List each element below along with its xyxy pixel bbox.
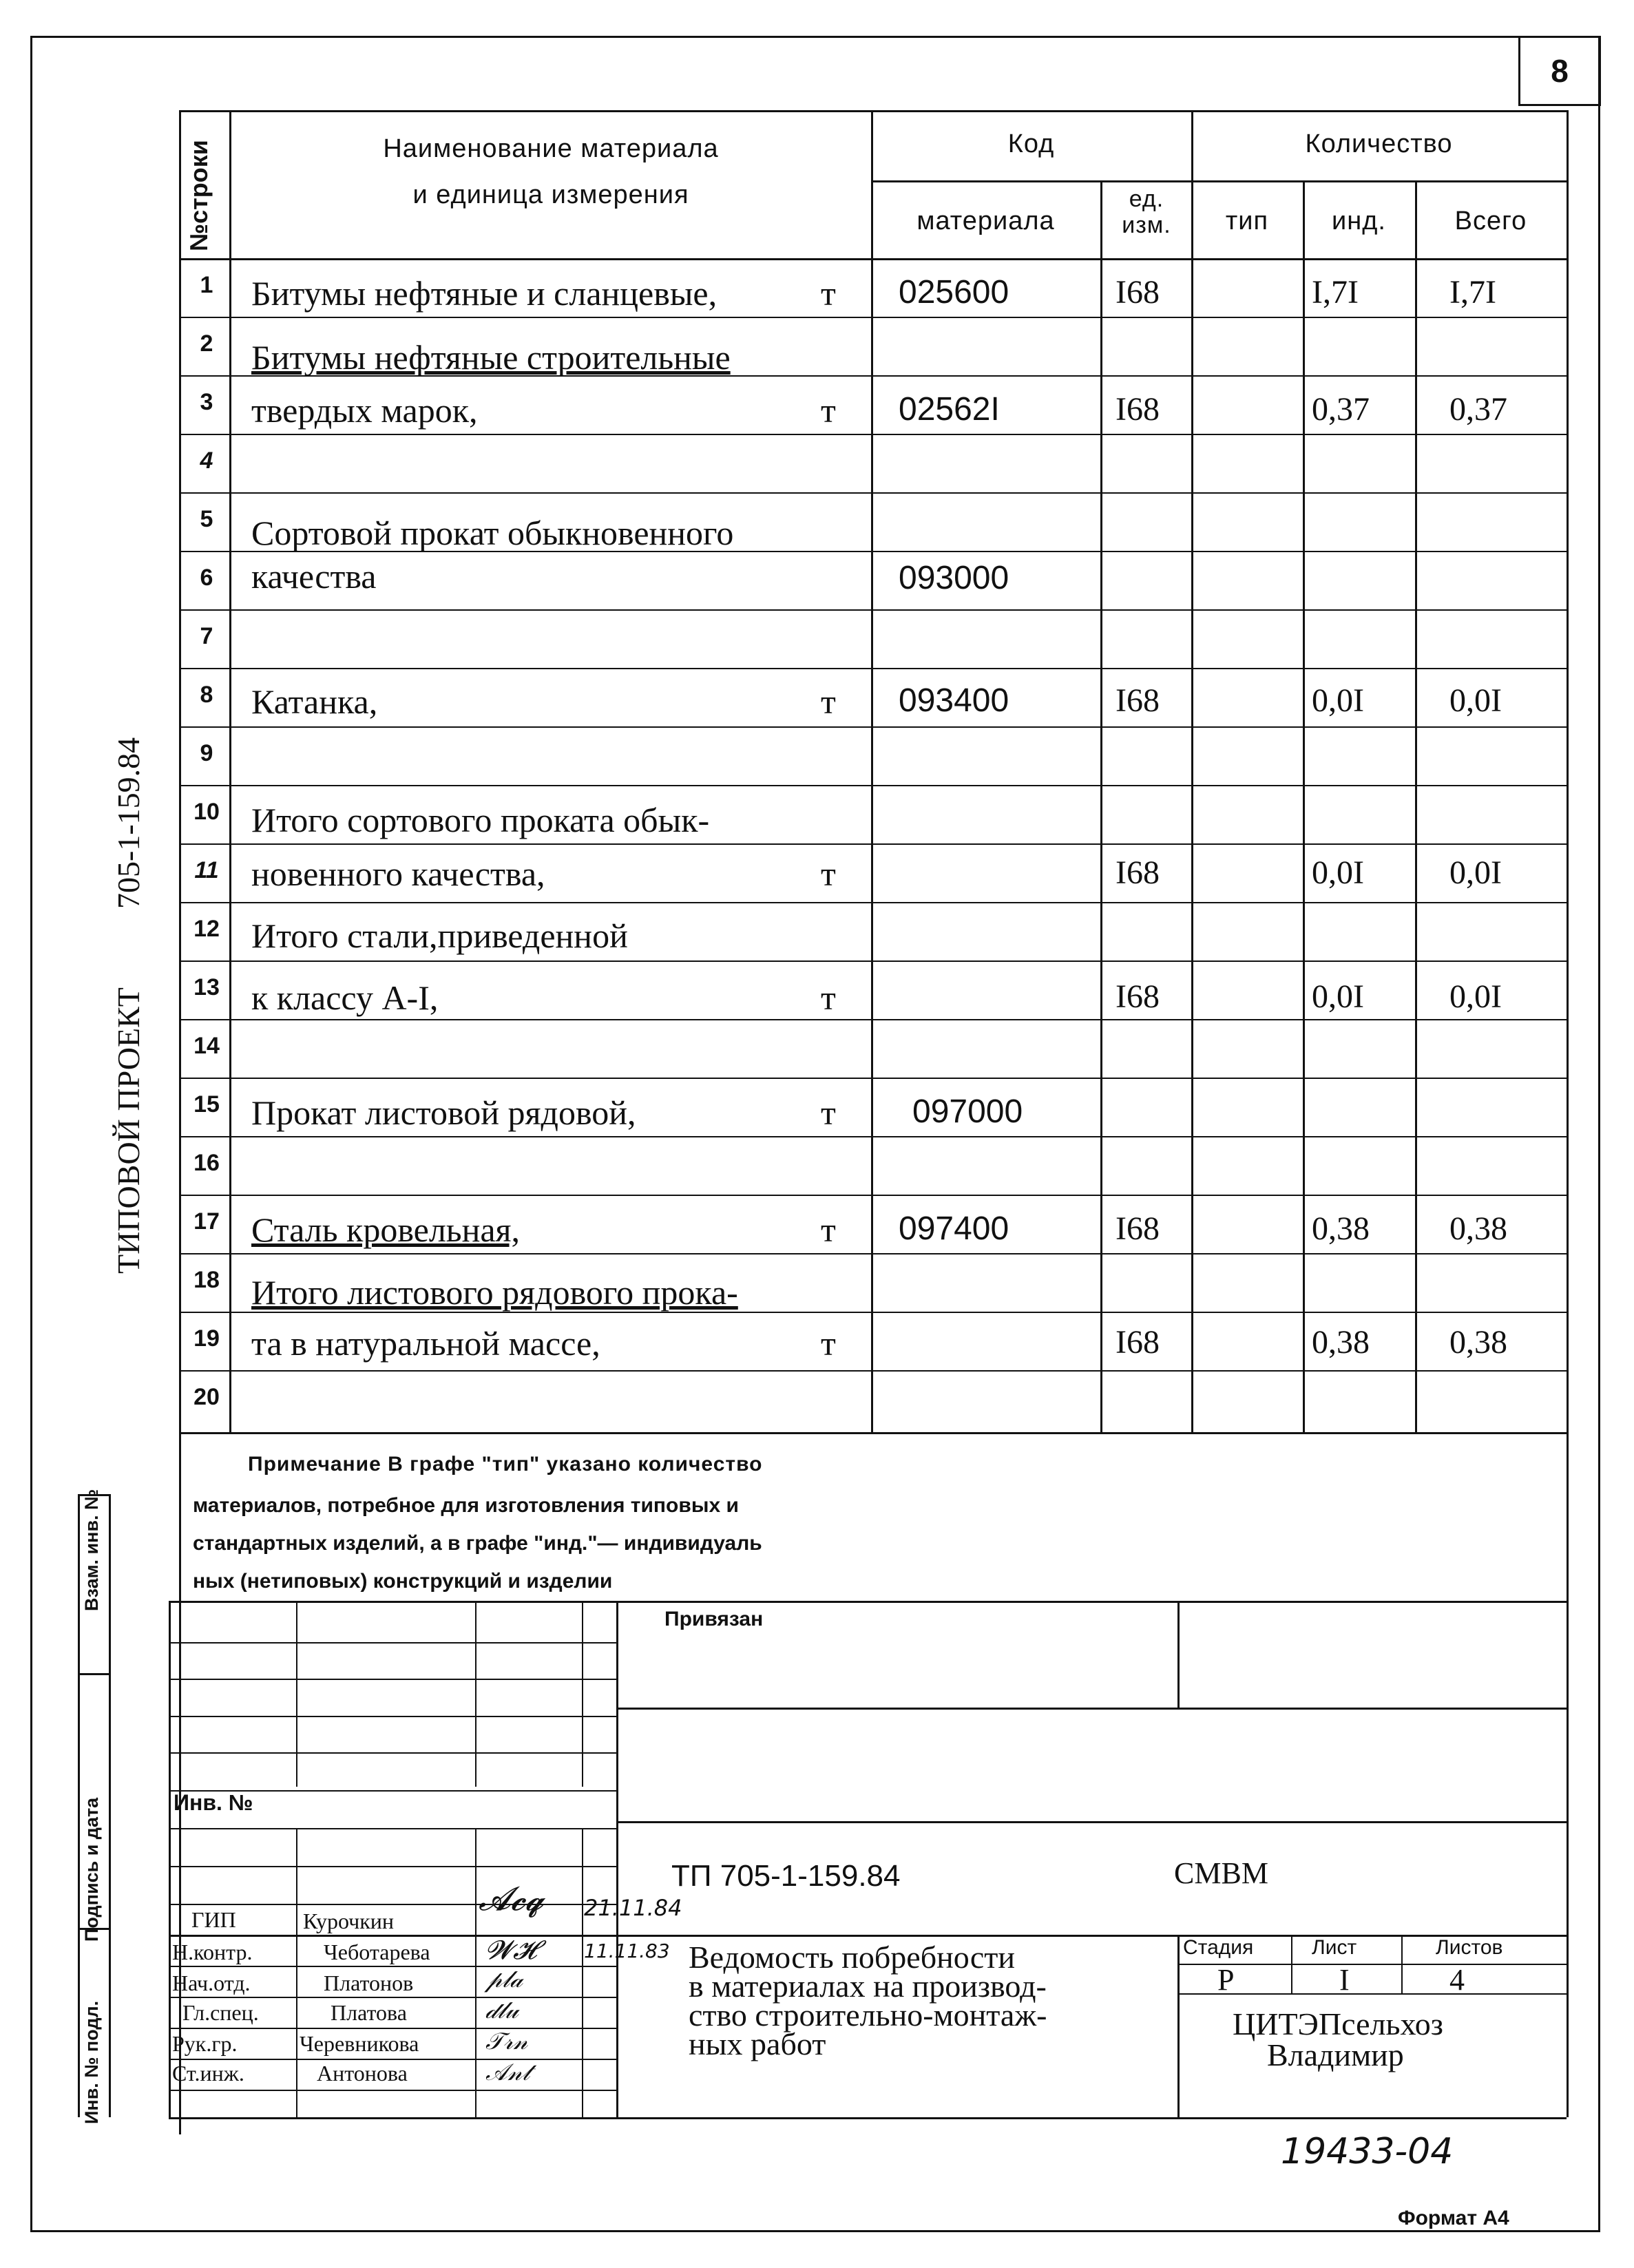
side-strip-line [78,1494,80,2117]
row-unit-code: I68 [1115,391,1160,428]
tb-line [616,1601,618,2117]
row-number: 17 [193,1208,220,1235]
signer-signature: 𝒜𝓃𝓉 [485,2059,530,2086]
row-number: 7 [200,623,213,649]
tb-line [169,1601,171,2117]
page-number: 8 [1518,36,1601,106]
signer-role: Гл.спец. [182,2000,259,2025]
row-unit: т [821,1210,836,1249]
row-code: 025600 [899,274,1009,311]
header-code-material: материала [916,207,1055,235]
row-line [179,434,1567,435]
row-number: 5 [200,506,213,532]
signer-name: Платонов [324,1971,414,1995]
row-code: 093400 [899,682,1009,719]
row-name: новенного качества, [251,854,545,893]
tb-line [1177,1601,1180,1708]
tb-line [1401,1935,1403,1993]
tb-line [1177,1993,1567,1995]
row-line [179,1195,1567,1196]
signer-signature: 𝓦𝓗 [485,1935,537,1965]
row-number: 3 [200,389,213,415]
doc-title-line: Ведомость пoбребности [689,1940,1016,1975]
side-project-code: 705-1-159.84 [111,737,146,909]
signer-signature: 𝒯𝓇𝓃 [485,2028,528,2055]
table-border [179,110,181,2134]
tb-line [1177,1935,1180,2117]
note-line: ных (нетиповых) конструкций и изделии [193,1570,613,1593]
signer-name: Антонова [317,2061,408,2086]
row-total: 0,37 [1449,391,1507,428]
row-number: 15 [193,1091,220,1117]
org-line: ЦИТЭПсельхоз [1233,2006,1443,2041]
row-name: к классу А-I, [251,978,439,1017]
privyazan-label: Привязан [664,1608,764,1630]
row-ind: 0,37 [1312,391,1370,428]
tb-line [1291,1935,1292,1993]
side-strip-line [78,1494,109,1496]
tb-line [616,1821,1567,1823]
row-unit-code: I68 [1115,1324,1160,1361]
row-ind: 0,38 [1312,1210,1370,1247]
table-line [229,110,231,1432]
signer-signature: 𝓅𝓁𝒶 [485,1966,523,1993]
table-line [1100,180,1102,1432]
signer-name: Чеботарева [324,1940,430,1964]
table-line [1303,180,1305,1432]
row-ind: 0,0I [1312,854,1364,891]
row-line [179,960,1567,962]
signer-date: 11.11.83 [584,1940,670,1962]
table-line [1415,180,1417,1432]
row-ind: 0,38 [1312,1324,1370,1361]
table-line [871,180,1567,182]
row-number: 4 [200,448,213,474]
row-name: Сталь кровельная, [251,1210,521,1249]
note-line: Примечание В графе "тип" указано количество [248,1453,763,1476]
side-strip-line [78,1928,109,1930]
tb-line [169,1828,616,1829]
signer-name: Платова [331,2000,407,2025]
row-code: 093000 [899,560,1009,596]
row-number: 16 [193,1150,220,1176]
tb-line [169,1966,616,1967]
tb-line [169,1935,1567,1937]
row-unit-code: I68 [1115,1210,1160,1247]
row-unit: т [821,682,836,721]
row-name: твердых марок, [251,391,478,430]
row-line [179,902,1567,903]
side-project-label: ТИПОВОЙ ПРОЕКТ [111,987,146,1274]
row-unit-code: I68 [1115,854,1160,891]
doc-title-line: ных работ [689,2026,826,2061]
row-name: та в натуральной массе, [251,1324,600,1363]
row-unit-code: I68 [1115,682,1160,719]
row-number: 19 [193,1325,220,1352]
header-unit-code: ед. изм. [1122,186,1171,238]
tb-line [169,1679,616,1680]
tb-line [169,1642,616,1644]
tb-line [582,1828,583,2117]
sheets-value: 4 [1449,1963,1465,1997]
tb-line [169,1716,616,1717]
tb-line [169,1601,1567,1603]
row-unit: т [821,1324,836,1363]
header-name-line2: и единица измерения [412,180,689,209]
tb-line [169,2090,616,2091]
side-col-vzam: Взам. инв. № [81,1489,102,1611]
row-number: 10 [193,799,220,825]
row-number: 8 [200,682,213,708]
header-total: Всего [1454,207,1527,235]
row-line [179,726,1567,728]
row-ind: 0,0I [1312,682,1364,719]
row-line [179,609,1567,611]
row-unit: т [821,978,836,1017]
row-line [179,492,1567,494]
signer-signature: 𝒹𝓁𝓊 [485,1997,519,2024]
header-row-num: №строки [185,140,213,251]
stage-label: Стадия [1183,1936,1254,1959]
row-line [179,668,1567,669]
note-line: стандартных изделий, а в графе "инд."— индивидуаль [193,1532,762,1555]
tb-line [169,2117,1567,2119]
row-line [179,317,1567,318]
row-name: Битумы нефтяные и сланцевые, [251,274,718,313]
row-total: 0,0I [1449,682,1502,719]
sheet-label: Лист [1312,1936,1357,1959]
tb-line [169,1752,616,1754]
row-line [179,1136,1567,1137]
row-name: Катанка, [251,682,378,721]
tb-line [169,1904,616,1905]
row-total: 0,0I [1449,978,1502,1015]
row-total: 0,38 [1449,1324,1507,1361]
side-col-inv: Инв. № подл. [81,2000,102,2124]
side-strip-line [109,1494,111,2117]
note-line: материалов, потребное для изготовления типовых и [193,1494,739,1517]
header-quantity: Количество [1305,129,1453,158]
signer-role: Нач.отд. [172,1971,251,1995]
row-code: 097000 [912,1093,1023,1130]
row-unit-code: I68 [1115,274,1160,311]
header-type: тип [1225,207,1269,235]
header-name-line1: Наименование материала [383,134,719,163]
row-name: качества [251,557,377,596]
tb-line [616,1708,1567,1710]
signer-name: Курочкин [303,1909,394,1933]
signer-signature: 𝓐𝓬𝓺 [479,1880,543,1918]
row-number: 1 [200,272,213,298]
row-line [179,1253,1567,1254]
row-name: Итого листового рядового прока- [251,1273,738,1312]
row-name: Итого сортового проката обык- [251,801,710,839]
row-number: 9 [200,740,213,766]
tb-line [1177,1964,1567,1965]
row-number: 14 [193,1033,220,1059]
row-number: 20 [193,1384,220,1410]
table-border [1567,110,1569,2117]
signer-role: Рук.гр. [172,2031,238,2056]
tb-line [475,1828,476,2117]
row-code: 02562I [899,391,1000,428]
row-code: 097400 [899,1210,1009,1247]
row-number: 2 [200,330,213,357]
row-number: 11 [194,857,219,883]
row-ind: I,7I [1312,274,1359,311]
row-number: 6 [200,565,213,591]
header-code: Код [1007,129,1055,158]
tb-line [296,1601,297,1787]
signer-date: 21.11.84 [584,1895,682,1921]
stamp-number: 19433-04 [1281,2131,1454,2172]
row-total: 0,0I [1449,854,1502,891]
org-line: Владимир [1267,2037,1404,2072]
doc-mark: СМВМ [1174,1856,1268,1890]
sheet-value: I [1339,1963,1350,1997]
row-unit-code: I68 [1115,978,1160,1015]
format-label: Формат А4 [1398,2207,1509,2229]
row-line [179,1370,1567,1372]
doc-title-line: в материалах на производ- [689,1968,1047,2004]
doc-title-line: ство строительно-монтаж- [689,1997,1047,2033]
row-line [179,785,1567,786]
row-name: Итого стали,приведенной [251,916,628,955]
tb-line [475,1601,476,1787]
row-name: Сортовой прокат обыкновенного [251,514,734,552]
row-name: Прокат листовой рядовой, [251,1093,636,1132]
header-ind: инд. [1332,207,1386,235]
side-strip-line [78,1673,109,1675]
row-number: 18 [193,1267,220,1293]
row-line [179,1078,1567,1079]
tb-line [169,2059,616,2060]
tb-line [169,2028,616,2029]
row-name: Битумы нефтяные строительные [251,338,731,377]
signer-name: Черевникова [300,2031,419,2056]
stage-value: Р [1217,1963,1235,1997]
row-unit: т [821,274,836,313]
table-line [179,1432,1567,1434]
side-col-podpis: Подпись и дата [81,1797,102,1942]
row-number: 12 [193,916,220,942]
tb-line [169,1997,616,1998]
signer-role: ГИП [191,1907,236,1932]
doc-code: ТП 705-1-159.84 [671,1859,901,1893]
signer-role: Ст.инж. [172,2061,244,2086]
tb-line [296,1828,297,2117]
row-number: 13 [193,974,220,1000]
signer-role: Н.контр. [172,1940,253,1964]
tb-line [169,1866,616,1867]
row-ind: 0,0I [1312,978,1364,1015]
row-unit: т [821,391,836,430]
row-unit: т [821,1093,836,1132]
row-unit: т [821,854,836,893]
row-total: 0,38 [1449,1210,1507,1247]
row-total: I,7I [1449,274,1496,311]
row-line [179,843,1567,845]
row-line [179,1019,1567,1020]
tb-line [582,1601,583,1787]
sheets-label: Листов [1436,1936,1503,1959]
table-line [1191,110,1193,1432]
table-line [871,110,873,1432]
inv-no-label: Инв. № [174,1790,253,1815]
